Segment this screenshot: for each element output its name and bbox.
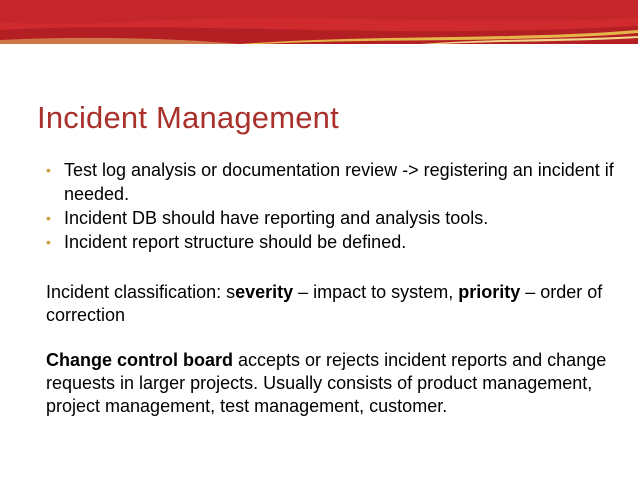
bullet-text: Incident report structure should be defined. bbox=[64, 232, 407, 252]
header-band-graphic bbox=[0, 0, 638, 44]
bullet-text: Test log analysis or documentation review -> registering an incident if needed. bbox=[64, 160, 614, 204]
header-band bbox=[0, 0, 638, 44]
ccb-paragraph bbox=[46, 349, 616, 418]
bullet-dot-icon: • bbox=[46, 162, 51, 178]
bullet-dot-icon: • bbox=[46, 234, 51, 250]
priority-term: priority bbox=[458, 282, 521, 302]
bullet-dot-icon: • bbox=[46, 210, 51, 226]
ccb-term: Change control board bbox=[46, 350, 234, 370]
classification-paragraph bbox=[46, 281, 616, 327]
severity-term: everity bbox=[235, 282, 294, 302]
ccb-desc: accepts or rejects incident reports and change requests in larger projects. Usually consists of product management, project management, test management, customer. bbox=[46, 350, 607, 416]
bullet-item bbox=[46, 230, 626, 254]
priority-desc: – order of correction bbox=[46, 282, 603, 325]
bullet-item bbox=[46, 206, 626, 230]
severity-desc: – impact to system, bbox=[293, 282, 459, 302]
slide-title: Incident Management bbox=[37, 100, 339, 135]
bullet-list bbox=[46, 158, 626, 254]
bullet-text: Incident DB should have reporting and analysis tools. bbox=[64, 208, 489, 228]
classification-lead: Incident classification: s bbox=[46, 282, 236, 302]
bullet-item bbox=[46, 158, 626, 206]
